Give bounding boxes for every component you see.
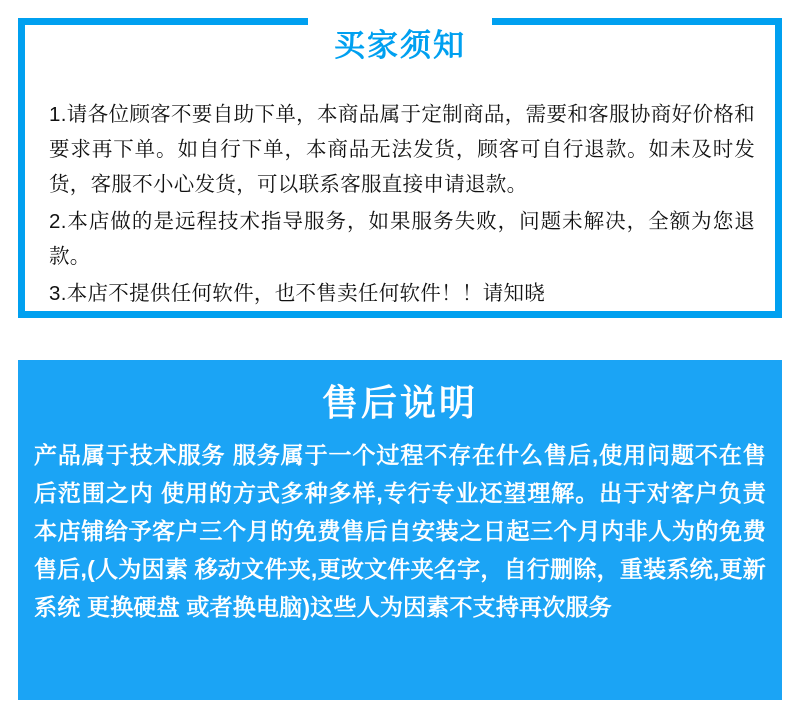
buyer-notice-body bbox=[49, 97, 755, 313]
after-sales-title: 售后说明 bbox=[321, 382, 478, 423]
buyer-notice-title-wrap bbox=[308, 18, 492, 74]
after-sales-body: 产品属于技术服务 服务属于一个过程不存在什么售后,使用问题不在售后范围之内 使用的方式多种多样,专行专业还望理解。出于对客户负责本店铺给予客户三个月的免费售后自安装之日起三个月内非人为的免费售后,(人为因素 移动文件夹,更改文件夹名字，自行删除，重装系统,更新系统 更换硬盘 或者换电脑)这些人为因素不支持再次服务 bbox=[34, 442, 766, 620]
buyer-notice-panel bbox=[18, 18, 782, 318]
notice-line-2: 2.本店做的是远程技术指导服务，如果服务失败，问题未解决，全额为您退款。 bbox=[49, 210, 755, 268]
after-sales-panel bbox=[18, 360, 782, 700]
notice-line-1: 1.请各位顾客不要自助下单，本商品属于定制商品，需要和客服协商好价格和要求再下单。如自行下单，本商品无法发货，顾客可自行退款。如未及时发货，客服不小心发货，可以联系客服直接申请退款。 bbox=[49, 103, 755, 196]
buyer-notice-title: 买家须知 bbox=[334, 28, 466, 63]
notice-line-3: 3.本店不提供任何软件，也不售卖任何软件！！请知晓 bbox=[49, 282, 546, 305]
